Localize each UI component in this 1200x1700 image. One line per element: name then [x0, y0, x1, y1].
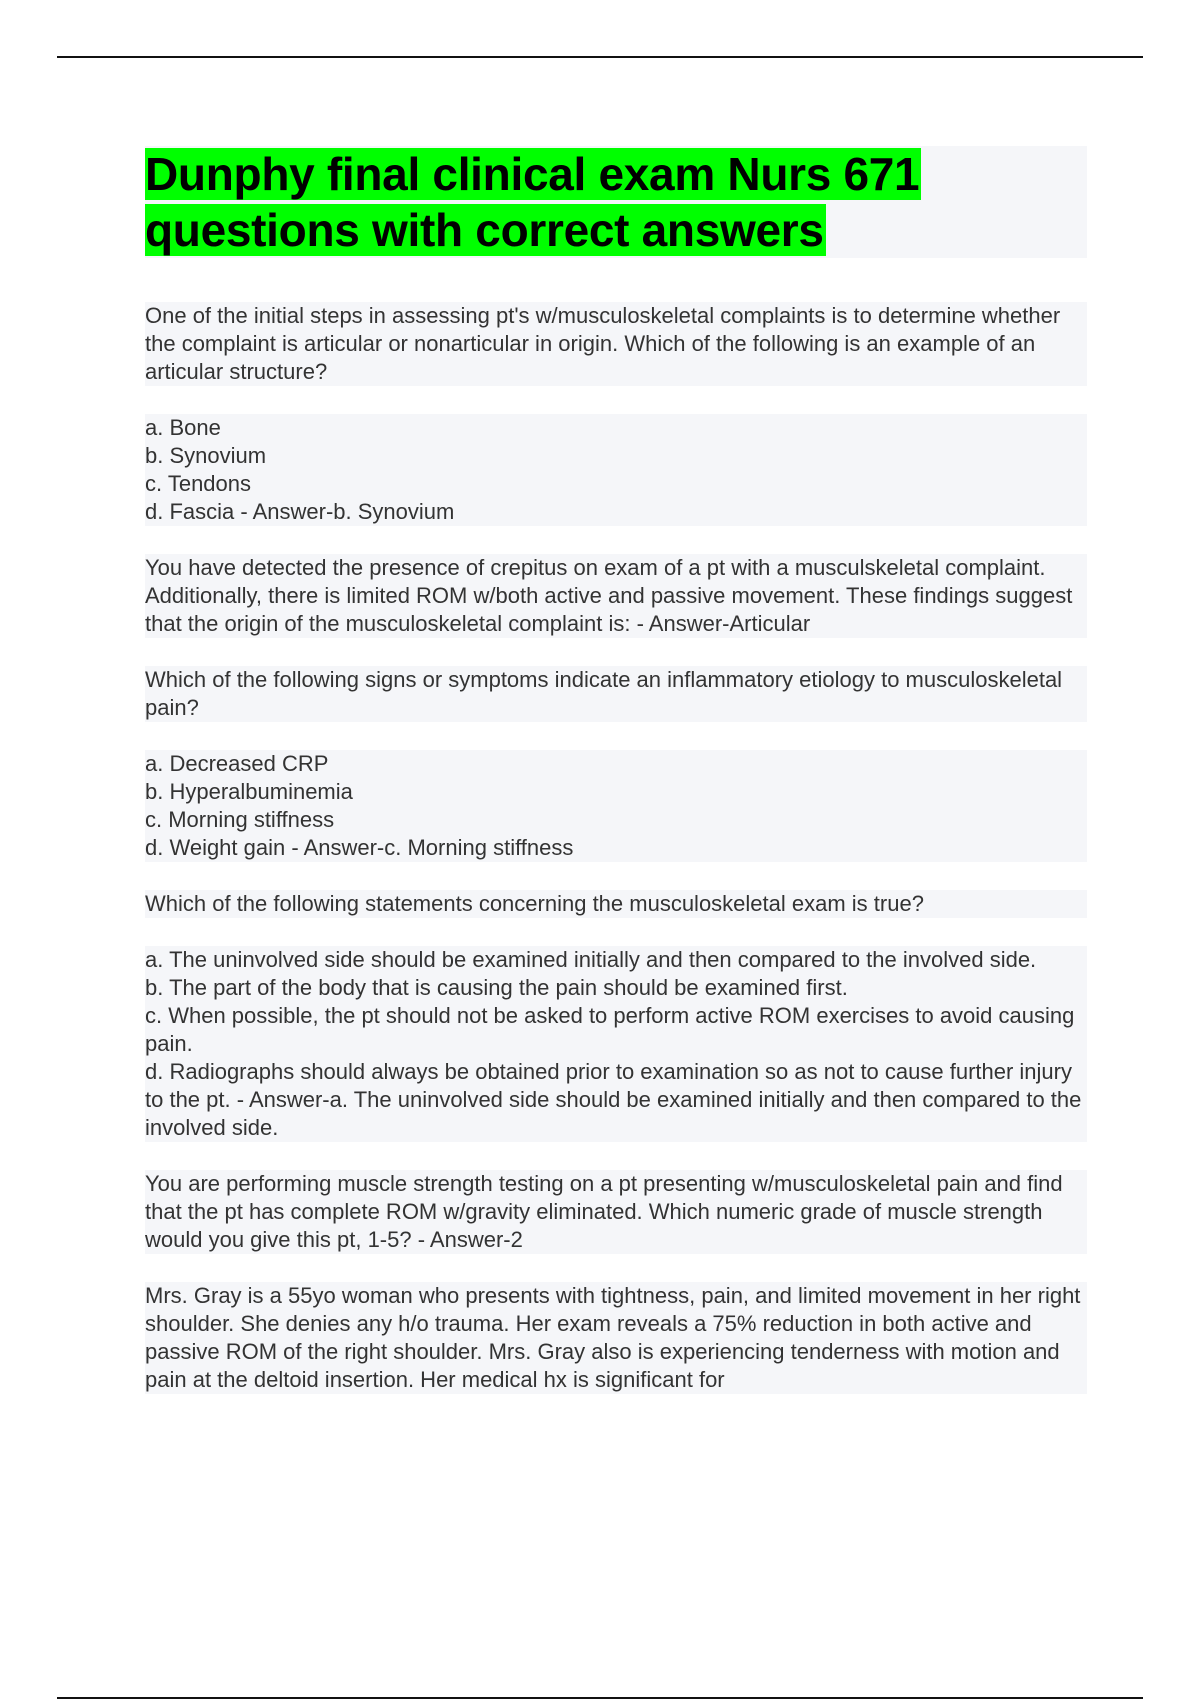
question-6-stem [145, 1282, 1087, 1394]
option-line: a. Bone [145, 414, 1087, 442]
question-1-stem [145, 302, 1087, 386]
question-2 [145, 554, 1087, 638]
option-line: b. The part of the body that is causing the pain should be examined first. [145, 974, 1087, 1002]
document-title-text: Dunphy final clinical exam Nurs 671 questions with correct answers [145, 148, 920, 256]
question-3-options [145, 750, 1087, 862]
question-4-options [145, 946, 1087, 1142]
text-line: You are performing muscle strength testing on a pt presenting w/musculoskeletal pain and find that the pt has complete ROM w/gravity eliminated. Which numeric grade of muscle strength would you give this pt, 1-5? - Answer-2 [145, 1170, 1087, 1254]
bottom-rule [57, 1697, 1143, 1699]
question-1-options [145, 414, 1087, 526]
option-line: d. Radiographs should always be obtained prior to examination so as not to cause further injury to the pt. - Answer-a. The uninvolved side should be examined initially and then compared to the involved side. [145, 1058, 1087, 1142]
text-line: Mrs. Gray is a 55yo woman who presents with tightness, pain, and limited movement in her right shoulder. She denies any h/o trauma. Her exam reveals a 75% reduction in both active and passive ROM of the right shoulder. Mrs. Gray also is experiencing tenderness with motion and pain at the deltoid insertion. Her medical hx is significant for [145, 1282, 1087, 1394]
option-line: c. Tendons [145, 470, 1087, 498]
option-line: a. Decreased CRP [145, 750, 1087, 778]
option-line: d. Weight gain - Answer-c. Morning stiffness [145, 834, 1087, 862]
document-title [145, 146, 1087, 258]
text-line: Which of the following statements concerning the musculoskeletal exam is true? [145, 890, 1087, 918]
text-line: You have detected the presence of crepitus on exam of a pt with a musculskeletal complaint. Additionally, there is limited ROM w/both active and passive movement. These findings suggest that the origin of the musculoskeletal complaint is: - Answer-Articular [145, 554, 1087, 638]
title-block [145, 146, 1087, 258]
option-line: d. Fascia - Answer-b. Synovium [145, 498, 1087, 526]
top-rule [57, 56, 1143, 58]
option-line: c. When possible, the pt should not be asked to perform active ROM exercises to avoid causing pain. [145, 1002, 1087, 1058]
option-line: a. The uninvolved side should be examined initially and then compared to the involved side. [145, 946, 1087, 974]
question-5 [145, 1170, 1087, 1254]
text-line: One of the initial steps in assessing pt's w/musculoskeletal complaints is to determine whether the complaint is articular or nonarticular in origin. Which of the following is an example of an articular structure? [145, 302, 1087, 386]
option-line: c. Morning stiffness [145, 806, 1087, 834]
document-body [145, 146, 1087, 1422]
option-line: b. Synovium [145, 442, 1087, 470]
question-3-stem [145, 666, 1087, 722]
text-line: Which of the following signs or symptoms indicate an inflammatory etiology to musculoskeletal pain? [145, 666, 1087, 722]
question-4-stem [145, 890, 1087, 918]
option-line: b. Hyperalbuminemia [145, 778, 1087, 806]
